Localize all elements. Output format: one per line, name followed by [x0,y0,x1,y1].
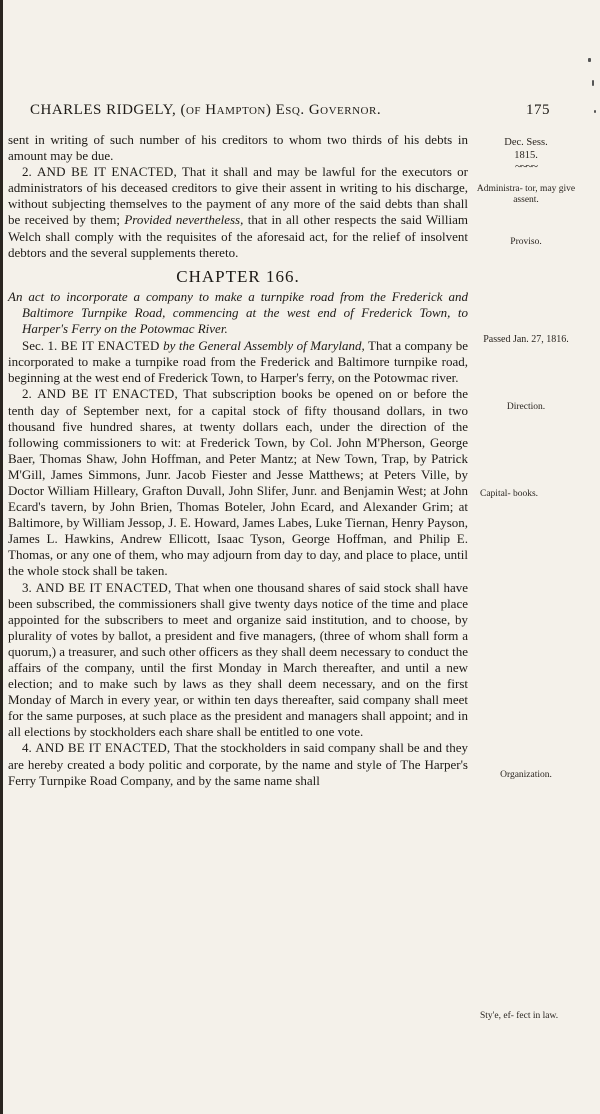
margin-session-date [476,136,576,173]
margin-note-capital: Capital- books. [480,489,539,499]
print-speck [588,58,591,62]
section-text: That the stockholders in said company shall be and they are hereby created a body politic and corporate, by the name and style of The Harper's Ferry Turnpike Road Company, and by the same name shall [8,740,468,788]
chapter-heading: CHAPTER 166. [176,266,300,286]
enacting-clause: BE IT ENACTED [60,338,160,354]
enacting-authority: by the General Assembly of Maryland, [163,338,365,354]
section-number: 2. [22,386,32,402]
section-text: That subscription books be opened on or before the tenth day of September next, for a capital stock of fifty thousand dollars, in two thousand five hundred shares, at twenty dollars each, under the direction of the following commissioners to wit: at Frederick Town, by Col. John M'Pherson, George Baer, Thomas Shaw, John Hoffman, and Peter Mantz; at New Town, Trap, by Patrick M'Gill, James Simmons, Junr. Jacob Fiester and Jesse Matthews; at Peters Ville, by Doctor William Hilleary, Grafton Duvall, John Slifer, Junr. and Benjamin West; at John Ecard's tavern, by John Brien, Thomas Boteler, John Ecard, and Alexander Grim; at Baltimore, by William Jessop, J. E. Howard, James Labes, Luke Tiernan, Henry Payson, James L. Hawkins, Andrew Ellicott, Isaac Tyson, George Hoffman, and Philip E. Thomas, or any one of them, who may adjourn from day to day, and place to place, until the whole stock shall be taken. [8,386,469,579]
page-number: 175 [526,102,550,118]
margin-note-passed: Passed Jan. 27, 1816. [483,334,569,345]
body-text [8,132,468,789]
section-number: 4. [22,740,32,756]
paragraph-continuation: sent in writing of such number of his creditors to whom two thirds of his debts in amount may be due. [8,132,468,164]
section-3 [8,580,468,741]
margin-note-style: Sty'e, ef- fect in law. [480,1011,559,1021]
enacting-clause: AND BE IT ENACTED, [37,386,178,402]
section-number: 3. [22,579,32,595]
section-4 [8,740,468,788]
enacting-clause: AND BE IT ENACTED, [35,740,171,756]
margin-note-administrator: Administra- tor, may give assent. [476,184,576,205]
header-title: CHARLES RIDGELY, (of Hampton) Esq. Governor. [30,102,382,118]
act-title: An act to incorporate a company to make a turnpike road from the Frederick and Baltimore Turnpike Road, commencing at the west end of Frederick Town, to Harper's Ferry on the Potowmac River. [8,288,468,337]
print-speck [594,110,596,113]
running-header [30,102,550,119]
session-year: 1815. [514,150,538,161]
print-speck [592,80,594,86]
section-2-prior-act [8,164,468,261]
margin-note-proviso: Proviso. [510,237,542,247]
section-text: That a company be incorporated to make a turnpike road from the Frederick and Baltimore turnpike road, beginning at the west end of Frederick Town, to Harper's ferry, on the Potowmac river. [8,338,468,386]
enacting-clause: AND BE IT ENACTED, [36,164,177,180]
section-text-continued: that in all other respects the said William Welch shall comply with the requisites of the aforesaid act, for the relief of insolvent debtors and the several supplements thereto. [8,212,469,260]
proviso-phrase: Provided nevertheless, [124,212,244,228]
section-number: 2. [22,164,32,180]
page-edge-shadow [0,0,3,1114]
section-2 [8,386,468,579]
ornament-swirl-icon: ~~~~ [515,159,537,173]
section-1 [8,338,468,386]
section-text: That when one thousand shares of said stock shall have been subscribed, the commissioners shall give twenty days notice of the time and place appointed for the subscribers to meet and organize said institution, and to choose, by plurality of votes by ballot, a president and five managers, (three of whom shall form a quorum,) a treasurer, and such other officers as they shall deem necessary to conduct the affairs of the company, until the first Monday in March thereafter, and until a new election; and to make such by laws as they shall deem necessary, and on the first Monday of March in every year, or within ten days thereafter, said company shall meet for the same purposes, at such place as the president and managers shall appoint; and in all elections by stockholders each share shall be entitled to one vote. [8,579,469,740]
enacting-clause: AND BE IT ENACTED, [35,579,172,595]
section-number: Sec. 1. [22,338,58,354]
section-text: That it shall and may be lawful for the executors or administrators of his deceased creditors to give their assent in writing to his discharge, without subjecting themselves to the payment of any more of the said debts than shall be received by them; [8,164,468,228]
margin-note-organization: Organization. [500,770,552,780]
margin-note-direction: Direction. [506,402,546,412]
session-label: Dec. Sess. [504,137,548,148]
